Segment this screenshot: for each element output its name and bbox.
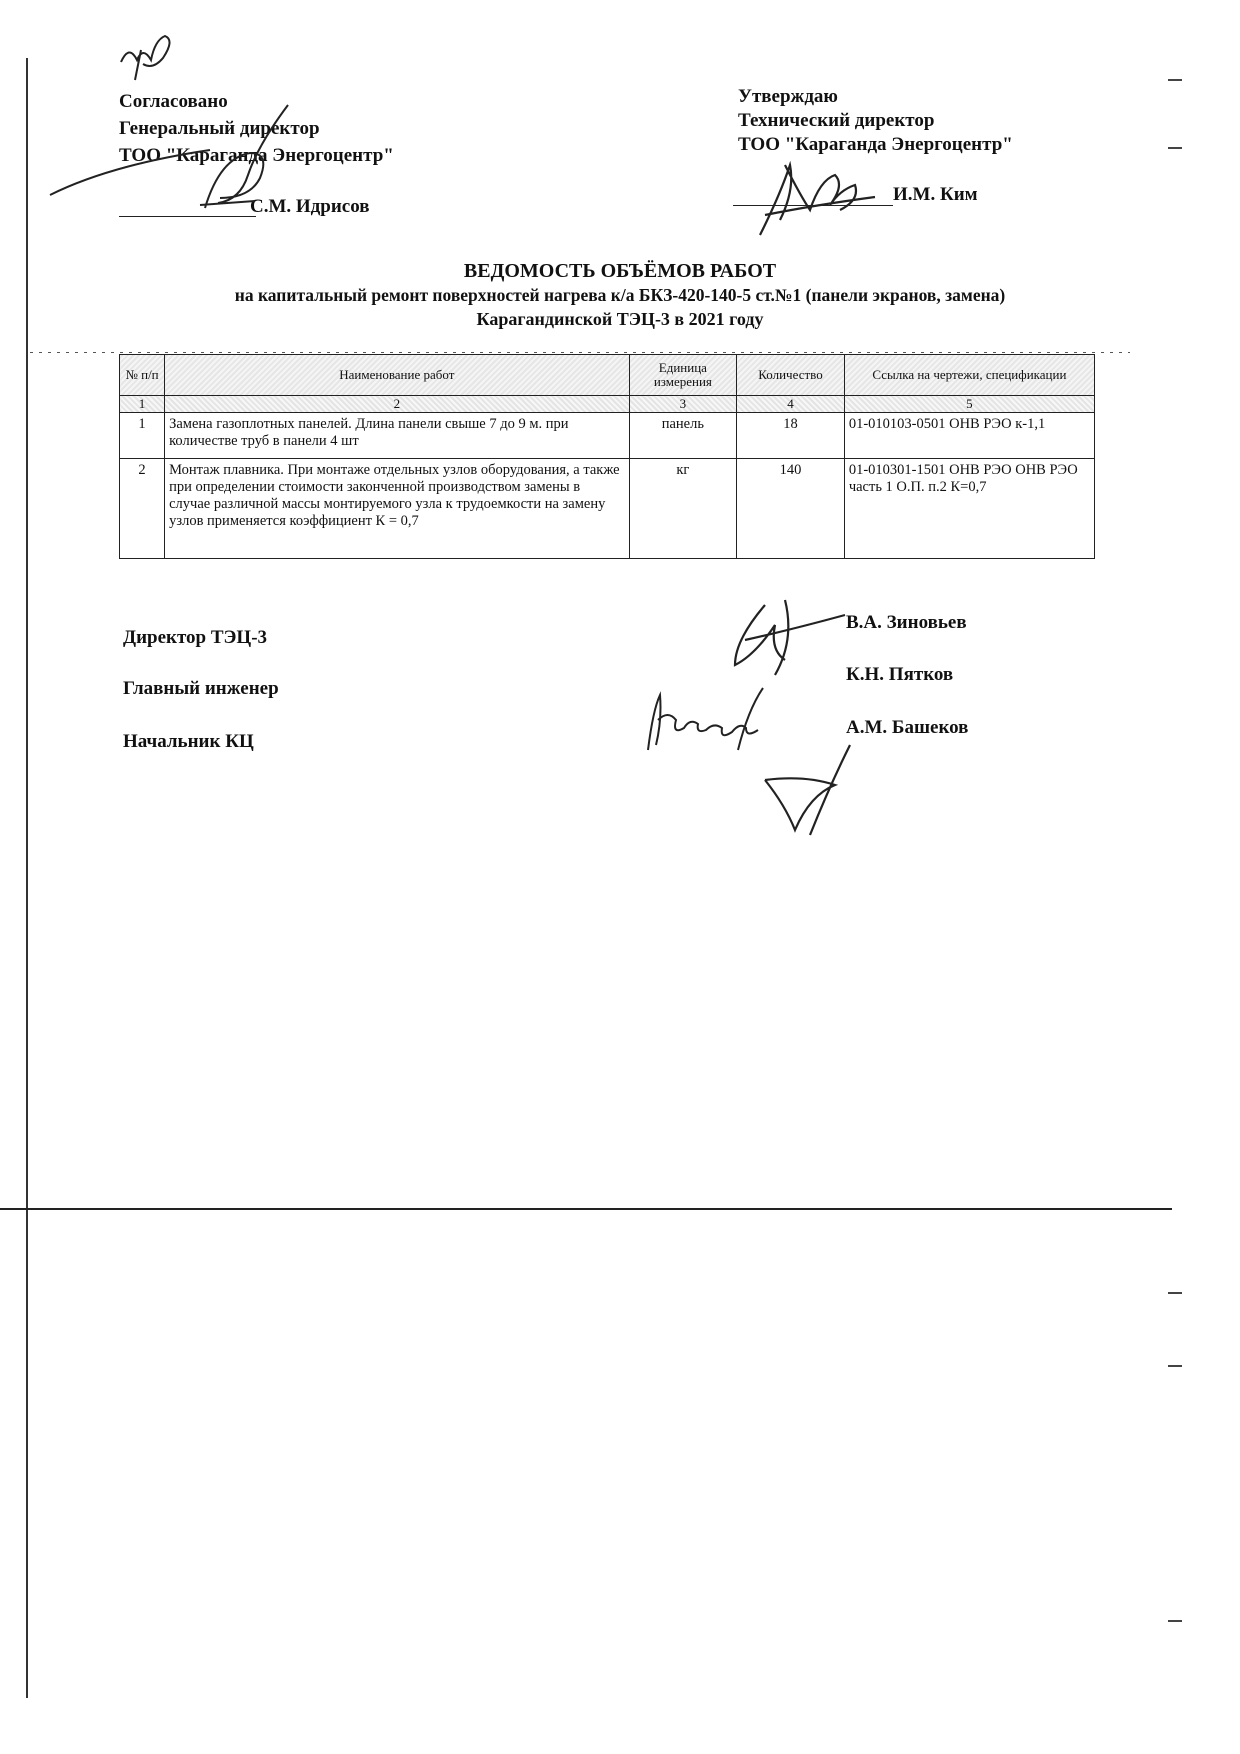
approval-right-line1: Утверждаю bbox=[738, 86, 838, 107]
initials-mark bbox=[115, 32, 185, 87]
table-row bbox=[120, 459, 1095, 559]
margin-tick bbox=[1168, 1292, 1182, 1294]
signature-role-director: Директор ТЭЦ-3 bbox=[123, 627, 268, 648]
document-subtitle-2: Карагандинской ТЭЦ-3 в 2021 году bbox=[476, 309, 764, 329]
signature-name-head-kc: А.М. Башеков bbox=[846, 717, 969, 738]
approval-left-line3: ТОО "Караганда Энергоцентр" bbox=[119, 145, 394, 166]
signature-name-director: В.А. Зиновьев bbox=[846, 612, 967, 633]
signature-scribble-right bbox=[755, 155, 895, 245]
approval-left-line1: Согласовано bbox=[119, 91, 228, 112]
document-subtitle: на капитальный ремонт поверхностей нагрева к/а БКЗ-420-140-5 ст.№1 (панели экранов, замена) bbox=[234, 285, 1006, 305]
approval-right-line2: Технический директор bbox=[738, 110, 935, 131]
margin-tick bbox=[1168, 1620, 1182, 1622]
works-table bbox=[119, 354, 1095, 559]
column-header: Единица измерения bbox=[629, 355, 737, 396]
margin-tick bbox=[1168, 147, 1182, 149]
work-name: Монтаж плавника. При монтаже отдельных узлов оборудования, а также при определении стоимости законченной производством замены в случае различной массы монтируемого узла к трудоемкости на замену узлов применяется коэффициент К = 0,7 bbox=[165, 459, 629, 559]
margin-tick bbox=[1168, 79, 1182, 81]
scan-fold-line bbox=[0, 1208, 1172, 1210]
column-number: 5 bbox=[844, 396, 1094, 413]
column-header: Количество bbox=[737, 355, 845, 396]
signature-scribble-director bbox=[715, 595, 855, 680]
column-number: 2 bbox=[165, 396, 629, 413]
margin-tick bbox=[1168, 1365, 1182, 1367]
work-reference: 01-010103-0501 ОНВ РЭО к-1,1 bbox=[844, 413, 1094, 459]
signature-scribble-left bbox=[30, 100, 330, 220]
document-title: ВЕДОМОСТЬ ОБЪЁМОВ РАБОТ bbox=[463, 260, 777, 282]
signature-role-head-kc: Начальник КЦ bbox=[123, 731, 254, 752]
scan-dotted-line bbox=[30, 352, 1130, 353]
column-number: 4 bbox=[737, 396, 845, 413]
work-quantity: 18 bbox=[737, 413, 845, 459]
signature-role-chief-engineer: Главный инженер bbox=[123, 678, 279, 699]
column-number: 1 bbox=[120, 396, 165, 413]
row-number: 1 bbox=[120, 413, 165, 459]
signature-scribble-head-kc bbox=[760, 740, 870, 840]
work-unit: панель bbox=[629, 413, 737, 459]
work-quantity: 140 bbox=[737, 459, 845, 559]
work-reference: 01-010301-1501 ОНВ РЭО ОНВ РЭО часть 1 О.П. п.2 К=0,7 bbox=[844, 459, 1094, 559]
column-header: Наименование работ bbox=[165, 355, 629, 396]
approval-left-signatory: С.М. Идрисов bbox=[250, 196, 370, 217]
work-name: Замена газоплотных панелей. Длина панели свыше 7 до 9 м. при количестве труб в панели 4 шт bbox=[165, 413, 629, 459]
approval-right-signatory: И.М. Ким bbox=[893, 184, 978, 205]
work-unit: кг bbox=[629, 459, 737, 559]
table-header-row bbox=[120, 355, 1095, 396]
column-number: 3 bbox=[629, 396, 737, 413]
signature-name-chief-engineer: К.Н. Пятков bbox=[846, 664, 954, 685]
column-number-row bbox=[120, 396, 1095, 413]
table-row bbox=[120, 413, 1095, 459]
column-header: Ссылка на чертежи, спецификации bbox=[844, 355, 1094, 396]
approval-right-line3: ТОО "Караганда Энергоцентр" bbox=[738, 134, 1013, 155]
approval-left-line2: Генеральный директор bbox=[119, 118, 320, 139]
column-header: № п/п bbox=[120, 355, 165, 396]
row-number: 2 bbox=[120, 459, 165, 559]
